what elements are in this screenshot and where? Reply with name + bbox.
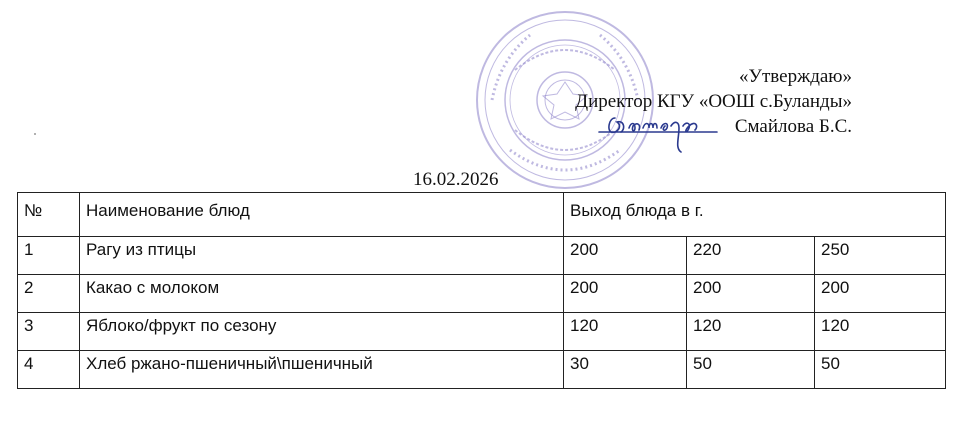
- handwritten-signature: [595, 108, 725, 158]
- table-row: [18, 351, 946, 389]
- table-row: [18, 237, 946, 275]
- menu-table: [17, 192, 946, 389]
- dish-name: Хлеб ржано-пшеничный\пшеничный: [80, 351, 564, 389]
- table-row: [18, 275, 946, 313]
- speck: [34, 133, 36, 135]
- row-number: 3: [18, 313, 80, 351]
- output-value-1: 200: [564, 237, 687, 275]
- output-value-3: 250: [815, 237, 946, 275]
- header-dish-name: Наименование блюд: [80, 193, 564, 237]
- approval-signatory: Смайлова Б.С.: [734, 116, 852, 137]
- output-value-2: 120: [687, 313, 815, 351]
- output-value-3: 200: [815, 275, 946, 313]
- approval-title: «Утверждаю»: [739, 66, 852, 87]
- dish-name: Яблоко/фрукт по сезону: [80, 313, 564, 351]
- output-value-1: 30: [564, 351, 687, 389]
- row-number: 1: [18, 237, 80, 275]
- output-value-2: 50: [687, 351, 815, 389]
- document-date: 16.02.2026: [413, 169, 499, 190]
- row-number: 4: [18, 351, 80, 389]
- output-value-1: 120: [564, 313, 687, 351]
- output-value-2: 200: [687, 275, 815, 313]
- output-value-3: 50: [815, 351, 946, 389]
- table-header-row: [18, 193, 946, 237]
- output-value-2: 220: [687, 237, 815, 275]
- dish-name: Какао с молоком: [80, 275, 564, 313]
- output-value-1: 200: [564, 275, 687, 313]
- table-row: [18, 313, 946, 351]
- row-number: 2: [18, 275, 80, 313]
- dish-name: Рагу из птицы: [80, 237, 564, 275]
- approval-position: Директор КГУ «ООШ с.Буланды»: [575, 91, 852, 112]
- output-value-3: 120: [815, 313, 946, 351]
- header-output: Выход блюда в г.: [564, 193, 946, 237]
- header-number: №: [18, 193, 80, 237]
